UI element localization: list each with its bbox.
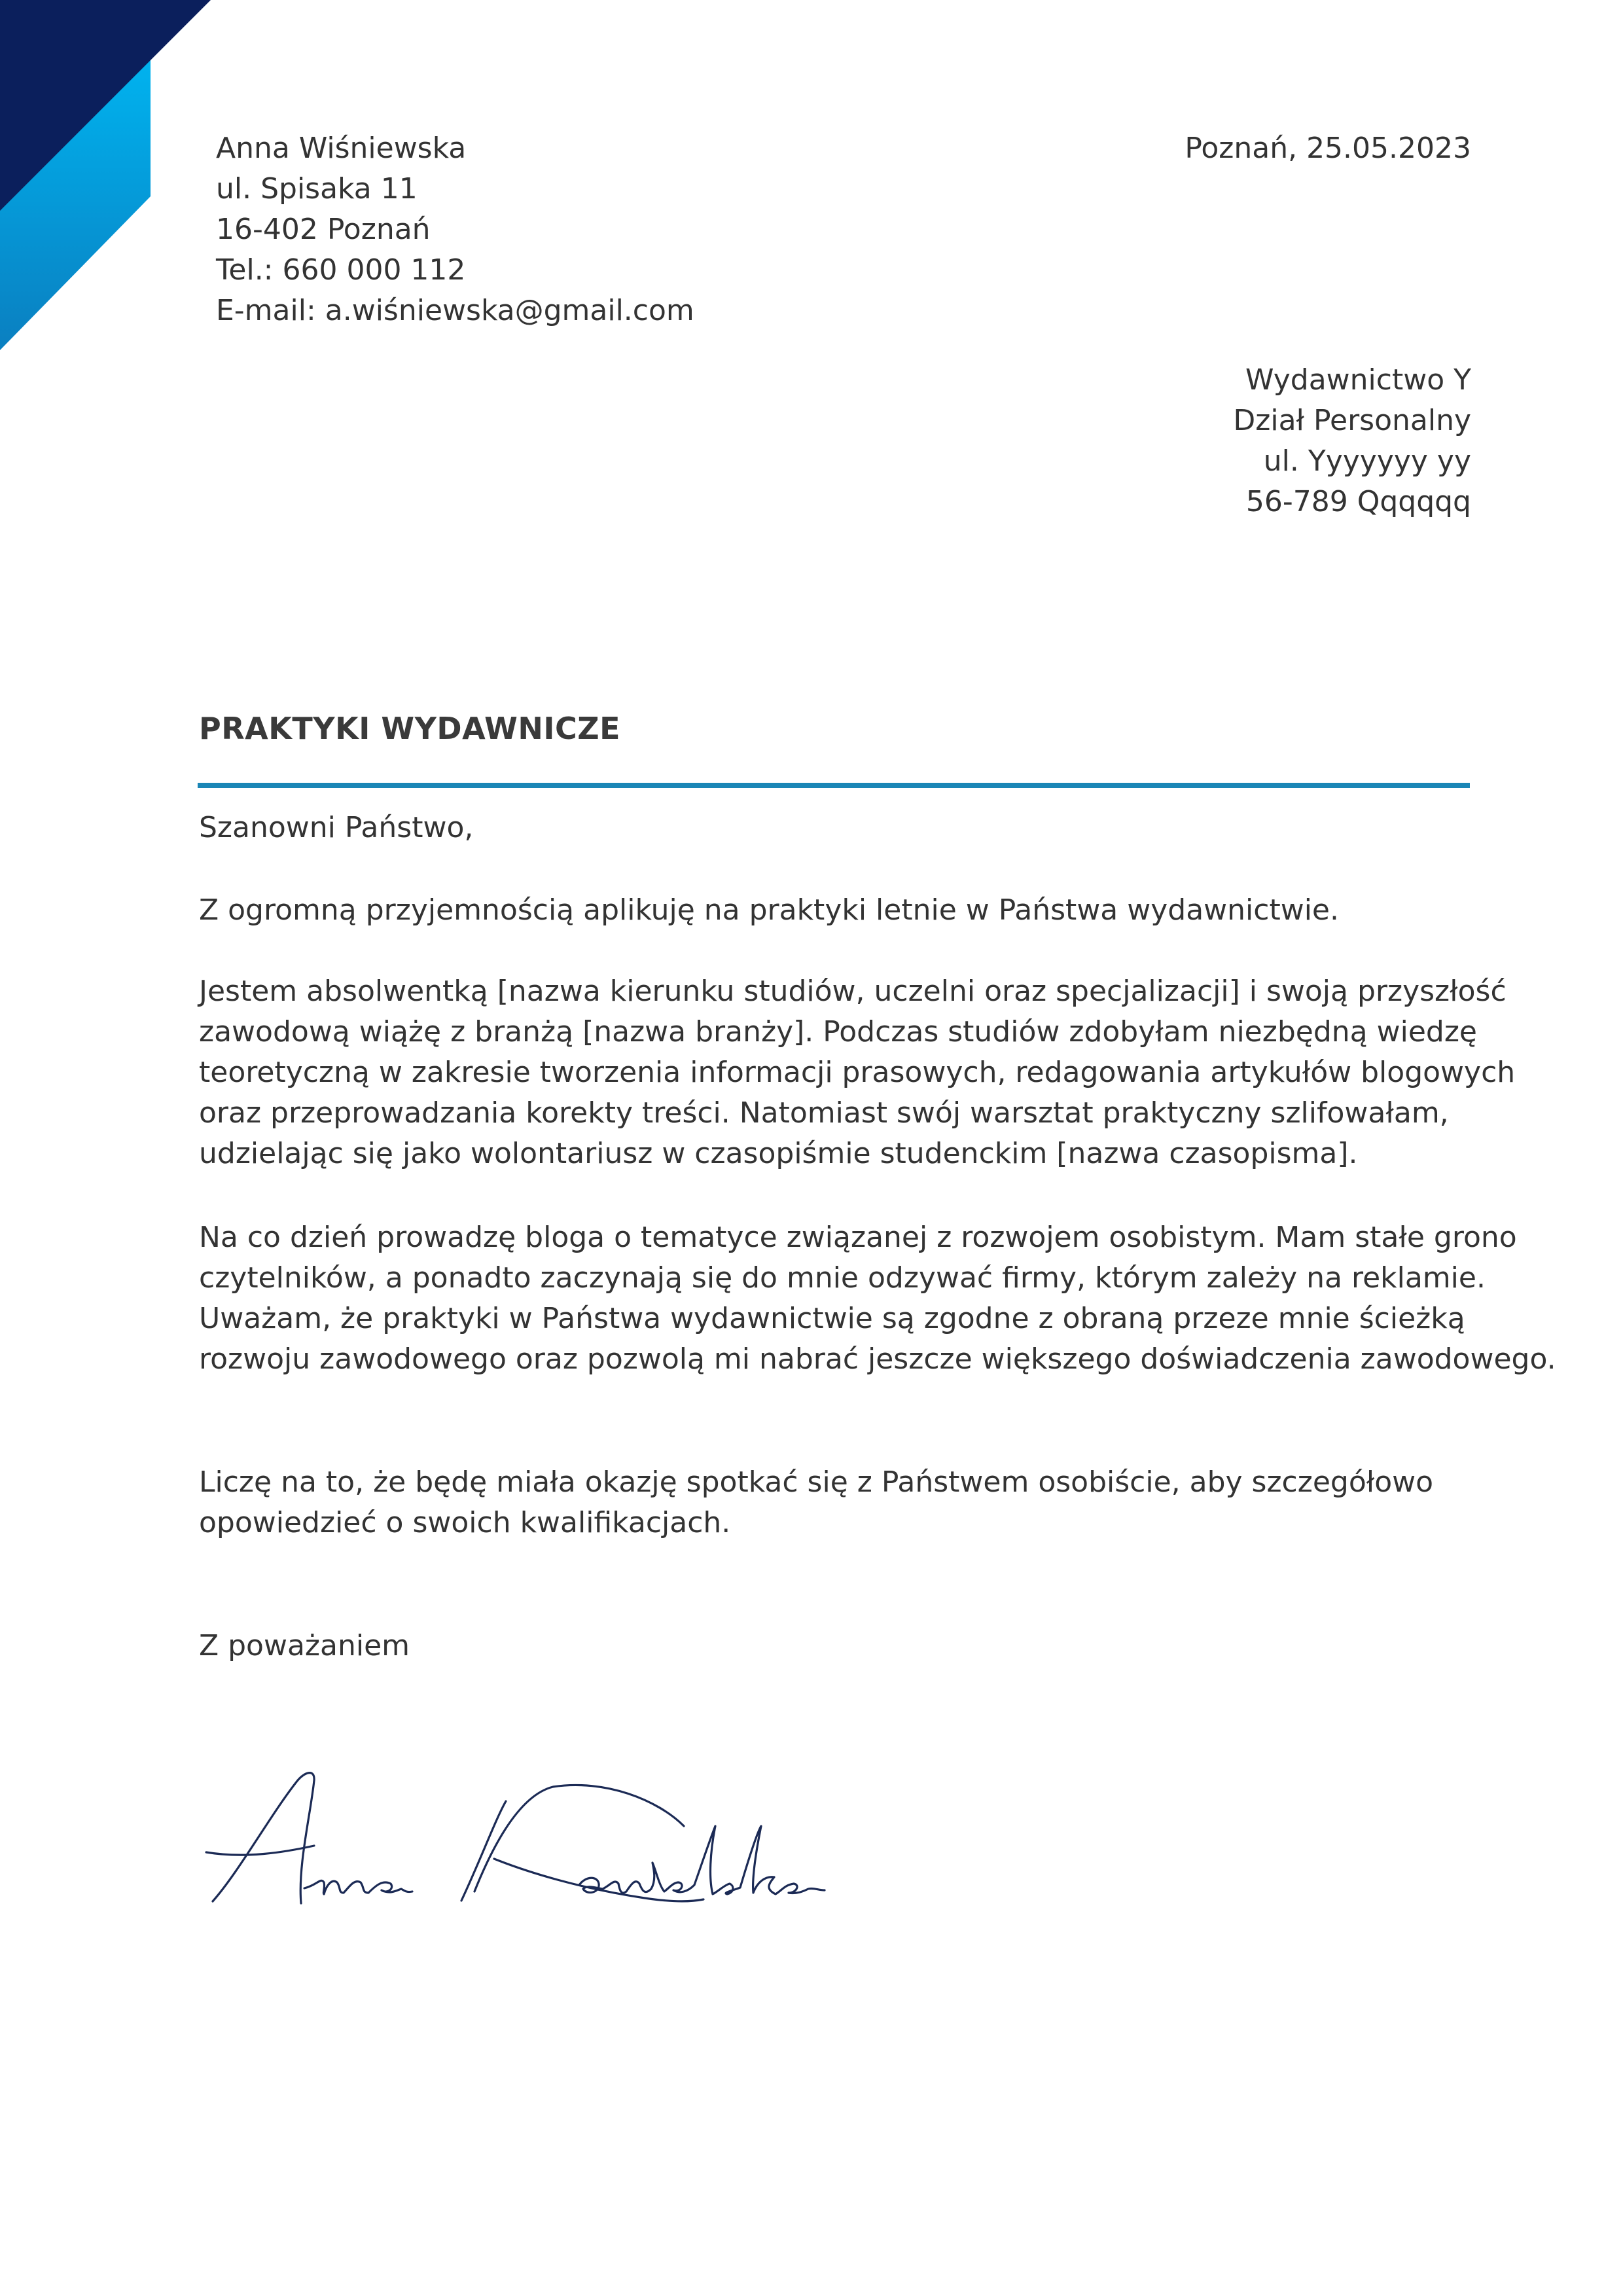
sender-phone: Tel.: 660 000 112 xyxy=(216,253,466,287)
subject-divider xyxy=(198,783,1470,788)
paragraph-3-text: Na co dzień prowadzę bloga o tematyce związanej z rozwojem osobistym. Mam stałe grono czytelników, a ponadto zaczynają się do mnie odzywać firmy, którym zależy na reklamie. Uważam, że praktyki w Państwa wydawnictwie są zgodne z obraną przeze mnie ścieżką rozwoju zawodowego oraz pozwolą mi nabrać jeszcze większego doświadczenia zawodowego. xyxy=(199,1221,1556,1376)
letter-paragraph-1 xyxy=(199,890,1339,931)
letter-paragraph-2 xyxy=(199,971,1515,1174)
letter-closing xyxy=(199,1626,410,1666)
sender-city: 16-402 Poznań xyxy=(216,213,431,246)
recipient-address xyxy=(1233,360,1471,522)
signature-word-anna xyxy=(304,1880,412,1894)
signature-word-owalska xyxy=(579,1826,825,1894)
handwritten-signature xyxy=(187,1754,906,1911)
recipient-company: Wydawnictwo Y xyxy=(1245,363,1471,397)
letter-paragraph-3 xyxy=(199,1217,1556,1380)
paragraph-1-text: Z ogromną przyjemnością aplikuję na praktyki letnie w Państwa wydawnictwie. xyxy=(199,893,1339,927)
greeting-text: Szanowni Państwo, xyxy=(199,811,474,844)
recipient-city: 56-789 Qqqqqq xyxy=(1245,485,1471,518)
paragraph-4-text: Liczę na to, że będę miała okazję spotkać się z Państwem osobiście, aby szczegółowo opowiedzieć o swoich kwalifikacjach. xyxy=(199,1465,1434,1539)
recipient-department: Dział Personalny xyxy=(1233,404,1471,437)
recipient-street: ul. Yyyyyyy yy xyxy=(1263,444,1471,478)
closing-text: Z poważaniem xyxy=(199,1629,410,1662)
sender-address xyxy=(216,128,694,331)
sender-name: Anna Wiśniewska xyxy=(216,132,467,165)
date-place: Poznań, 25.05.2023 xyxy=(1185,132,1471,165)
letter-greeting xyxy=(199,808,473,848)
sender-street: ul. Spisaka 11 xyxy=(216,172,418,206)
sender-email: E-mail: a.wiśniewska@gmail.com xyxy=(216,294,694,327)
letter-paragraph-4 xyxy=(199,1462,1433,1543)
signature-letter-k-capital xyxy=(461,1785,704,1901)
signature-letter-a-capital xyxy=(206,1773,314,1903)
corner-decoration xyxy=(0,0,216,353)
letter-subject: PRAKTYKI WYDAWNICZE xyxy=(199,711,620,746)
paragraph-2-text: Jestem absolwentką [nazwa kierunku studiów, uczelni oraz specjalizacji] i swoją przyszłość zawodową wiążę z branżą [nazwa branży]. Podczas studiów zdobyłam niezbędną wiedzę teoretyczną w zakresie tworzenia informacji prasowych, redagowania artykułów blogowych oraz przeprowadzania korekty treści. Natomiast swój warsztat praktyczny szlifowałam, udzielając się jako wolontariusz w czasopiśmie studenckim [nazwa czasopisma]. xyxy=(199,975,1516,1170)
